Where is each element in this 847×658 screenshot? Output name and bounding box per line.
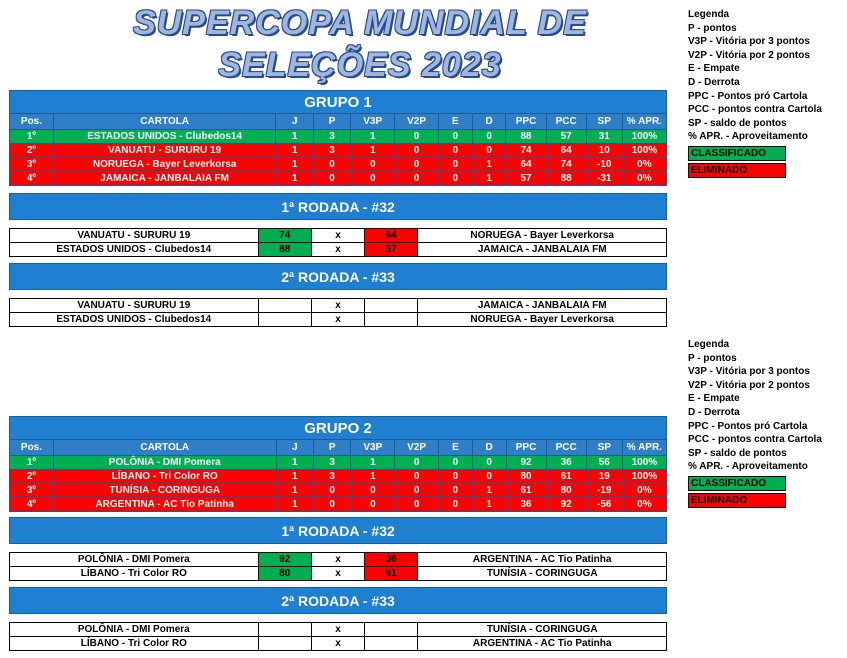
- cell-v2p: 0: [395, 172, 439, 186]
- cell-pcc: 88: [546, 172, 586, 186]
- cell-j: 1: [276, 456, 313, 470]
- versus-separator: x: [311, 623, 364, 637]
- cell-d: 1: [472, 158, 506, 172]
- cell-apr: 0%: [622, 498, 666, 512]
- cell-e: 0: [439, 484, 473, 498]
- group1-banner: GRUPO 1: [9, 90, 667, 114]
- cell-cartola: ARGENTINA - AC Tio Patinha: [53, 498, 276, 512]
- cell-pos: 1º: [10, 130, 54, 144]
- home-team: ESTADOS UNIDOS - Clubedos14: [10, 313, 259, 327]
- legend-line: V3P - Vitória por 3 pontos: [688, 366, 810, 378]
- match-row: [10, 299, 667, 313]
- cell-pcc: 92: [546, 498, 586, 512]
- cell-e: 0: [439, 498, 473, 512]
- table-row: [10, 456, 667, 470]
- cell-d: 0: [472, 144, 506, 158]
- legend-line: D - Derrota: [688, 76, 740, 88]
- col-ppc: PPC: [506, 114, 546, 130]
- cell-j: 1: [276, 470, 313, 484]
- away-score: 61: [365, 567, 418, 581]
- cell-ppc: 36: [506, 498, 546, 512]
- cell-apr: 100%: [622, 144, 666, 158]
- cell-apr: 0%: [622, 484, 666, 498]
- versus-separator: x: [311, 229, 364, 243]
- away-score: [365, 313, 418, 327]
- col-pcc: PCC: [546, 440, 586, 456]
- cell-v2p: 0: [395, 498, 439, 512]
- col-p: P: [313, 440, 351, 456]
- legend-line: SP - saldo de pontos: [688, 117, 787, 129]
- col-pos: Pos.: [10, 440, 54, 456]
- col-j: J: [276, 114, 313, 130]
- cell-ppc: 57: [506, 172, 546, 186]
- cell-p: 0: [313, 484, 351, 498]
- home-team: LÍBANO - Tri Color RO: [10, 637, 259, 651]
- cell-v2p: 0: [395, 144, 439, 158]
- cell-sp: -31: [586, 172, 622, 186]
- legend-swatch-eliminado: ELIMINADO: [688, 163, 786, 178]
- col-apr: % APR.: [622, 440, 666, 456]
- legend-line: PPC - Pontos pró Cartola: [688, 420, 808, 432]
- cell-v3p: 0: [351, 158, 395, 172]
- group1-round1-banner: 1ª RODADA - #32: [9, 193, 667, 220]
- cell-cartola: ESTADOS UNIDOS - Clubedos14: [53, 130, 275, 144]
- legend-line: SP - saldo de pontos: [688, 447, 787, 459]
- away-team: TUNÍSIA - CORINGUGA: [418, 567, 667, 581]
- versus-separator: x: [311, 313, 364, 327]
- cell-p: 0: [313, 158, 351, 172]
- cell-v3p: 0: [351, 484, 395, 498]
- cell-v3p: 0: [351, 172, 395, 186]
- cell-pcc: 64: [546, 144, 586, 158]
- cell-d: 0: [472, 130, 506, 144]
- cell-v3p: 1: [351, 130, 395, 144]
- cell-v3p: 1: [351, 456, 395, 470]
- cell-cartola: TUNÍSIA - CORINGUGA: [53, 484, 276, 498]
- cell-ppc: 61: [506, 484, 546, 498]
- table-row: [10, 172, 667, 186]
- match-row: [10, 229, 667, 243]
- versus-separator: x: [311, 637, 364, 651]
- legend-line: E - Empate: [688, 63, 740, 75]
- group2-round2-matches: [9, 622, 667, 651]
- away-team: ARGENTINA - AC Tio Patinha: [418, 553, 667, 567]
- cell-e: 0: [439, 172, 473, 186]
- cell-j: 1: [276, 484, 313, 498]
- cell-v3p: 1: [351, 470, 395, 484]
- legend-heading: Legenda: [688, 9, 730, 20]
- cell-pos: 2º: [10, 144, 54, 158]
- group2-round2-banner: 2ª RODADA - #33: [9, 587, 667, 614]
- cell-j: 1: [276, 158, 313, 172]
- cell-pcc: 74: [546, 158, 586, 172]
- cell-j: 1: [276, 172, 313, 186]
- table-row: [10, 470, 667, 484]
- cell-apr: 100%: [622, 456, 666, 470]
- away-team: TUNÍSIA - CORINGUGA: [418, 623, 667, 637]
- cell-v3p: 0: [351, 498, 395, 512]
- cell-pos: 4º: [10, 498, 54, 512]
- cell-cartola: NORUEGA - Bayer Leverkorsa: [53, 158, 275, 172]
- legend-line: P - pontos: [688, 352, 737, 364]
- home-team: VANUATU - SURURU 19: [10, 299, 259, 313]
- legend-line: D - Derrota: [688, 406, 740, 418]
- col-j: J: [276, 440, 313, 456]
- legend-bottom: [688, 338, 847, 508]
- group2-standings-table: [9, 439, 667, 512]
- home-team: LÍBANO - Tri Color RO: [10, 567, 259, 581]
- cell-e: 0: [439, 158, 473, 172]
- cell-apr: 100%: [622, 130, 666, 144]
- table-row: [10, 130, 667, 144]
- cell-sp: 56: [586, 456, 622, 470]
- legend-line: P - pontos: [688, 22, 737, 34]
- cell-p: 3: [313, 130, 351, 144]
- away-team: JAMAICA - JANBALAIA FM: [418, 299, 667, 313]
- cell-pcc: 36: [546, 456, 586, 470]
- away-score: [365, 299, 418, 313]
- cell-cartola: POLÔNIA - DMI Pomera: [53, 456, 276, 470]
- cell-sp: -19: [586, 484, 622, 498]
- versus-separator: x: [311, 243, 364, 257]
- table-row: [10, 498, 667, 512]
- cell-pos: 4º: [10, 172, 54, 186]
- cell-v2p: 0: [395, 456, 439, 470]
- away-score: 36: [365, 553, 418, 567]
- legend-swatch-classificado: CLASSIFICADO: [688, 476, 786, 491]
- col-v3p: V3P: [351, 440, 395, 456]
- home-team: ESTADOS UNIDOS - Clubedos14: [10, 243, 259, 257]
- legend-line: E - Empate: [688, 393, 740, 405]
- legend-line: PCC - pontos contra Cartola: [688, 434, 822, 446]
- home-score: 88: [258, 243, 311, 257]
- home-score: 74: [258, 229, 311, 243]
- group2-banner: GRUPO 2: [9, 416, 667, 440]
- away-score: 64: [365, 229, 418, 243]
- cell-pos: 2º: [10, 470, 54, 484]
- away-team: JAMAICA - JANBALAIA FM: [418, 243, 667, 257]
- legend-heading: Legenda: [688, 339, 730, 350]
- cell-ppc: 64: [506, 158, 546, 172]
- cell-sp: -56: [586, 498, 622, 512]
- col-apr: % APR.: [622, 114, 666, 130]
- home-team: POLÔNIA - DMI Pomera: [10, 553, 259, 567]
- table-row: [10, 484, 667, 498]
- legend-top: [688, 8, 847, 178]
- versus-separator: x: [311, 553, 364, 567]
- legend-swatch-classificado: CLASSIFICADO: [688, 146, 786, 161]
- table-row: [10, 158, 667, 172]
- group1-round2-matches: [9, 298, 667, 327]
- cell-apr: 0%: [622, 158, 666, 172]
- cell-d: 1: [472, 484, 506, 498]
- match-row: [10, 553, 667, 567]
- col-cartola: CARTOLA: [53, 440, 276, 456]
- home-team: POLÔNIA - DMI Pomera: [10, 623, 259, 637]
- cell-sp: -10: [586, 158, 622, 172]
- table-row: [10, 144, 667, 158]
- cell-apr: 0%: [622, 172, 666, 186]
- cell-ppc: 74: [506, 144, 546, 158]
- legend-line: PPC - Pontos pró Cartola: [688, 90, 808, 102]
- cell-ppc: 92: [506, 456, 546, 470]
- legend-line: PCC - pontos contra Cartola: [688, 104, 822, 116]
- away-score: [365, 637, 418, 651]
- cell-e: 0: [439, 130, 473, 144]
- cell-sp: 10: [586, 144, 622, 158]
- cell-pcc: 57: [546, 130, 586, 144]
- legend-line: % APR. - Aproveitamento: [688, 461, 808, 473]
- match-row: [10, 313, 667, 327]
- col-v2p: V2P: [395, 440, 439, 456]
- cell-v3p: 1: [351, 144, 395, 158]
- cell-j: 1: [276, 144, 313, 158]
- cell-apr: 100%: [622, 470, 666, 484]
- cell-pos: 3º: [10, 484, 54, 498]
- away-score: 57: [365, 243, 418, 257]
- col-ppc: PPC: [506, 440, 546, 456]
- legend-line: V2P - Vitória por 2 pontos: [688, 379, 810, 391]
- cell-d: 1: [472, 498, 506, 512]
- cell-d: 0: [472, 470, 506, 484]
- cell-cartola: JAMAICA - JANBALAIA FM: [53, 172, 275, 186]
- col-sp: SP: [586, 440, 622, 456]
- cell-ppc: 88: [506, 130, 546, 144]
- col-e: E: [439, 114, 473, 130]
- match-row: [10, 243, 667, 257]
- group1-round1-matches: [9, 228, 667, 257]
- cell-p: 3: [313, 144, 351, 158]
- home-score: [258, 313, 311, 327]
- cell-v2p: 0: [395, 484, 439, 498]
- legend-line: V3P - Vitória por 3 pontos: [688, 36, 810, 48]
- group1-standings-table: [9, 113, 667, 186]
- page-title: SUPERCOPA MUNDIAL DE SELEÇÕES 2023: [133, 4, 587, 84]
- versus-separator: x: [311, 567, 364, 581]
- legend-line: % APR. - Aproveitamento: [688, 131, 808, 143]
- match-row: [10, 567, 667, 581]
- cell-pos: 1º: [10, 456, 54, 470]
- away-team: ARGENTINA - AC Tio Patinha: [418, 637, 667, 651]
- away-team: NORUEGA - Bayer Leverkorsa: [418, 313, 667, 327]
- cell-v2p: 0: [395, 470, 439, 484]
- match-row: [10, 637, 667, 651]
- table-header-row: [10, 114, 667, 130]
- cell-e: 0: [439, 144, 473, 158]
- cell-sp: 19: [586, 470, 622, 484]
- cell-p: 3: [313, 456, 351, 470]
- cell-p: 3: [313, 470, 351, 484]
- col-cartola: CARTOLA: [53, 114, 275, 130]
- cell-e: 0: [439, 456, 473, 470]
- cell-p: 0: [313, 172, 351, 186]
- col-v3p: V3P: [351, 114, 395, 130]
- cell-pos: 3º: [10, 158, 54, 172]
- home-score: 92: [258, 553, 311, 567]
- col-d: D: [472, 114, 506, 130]
- col-d: D: [472, 440, 506, 456]
- cell-pcc: 80: [546, 484, 586, 498]
- away-team: NORUEGA - Bayer Leverkorsa: [418, 229, 667, 243]
- legend-line: V2P - Vitória por 2 pontos: [688, 49, 810, 61]
- home-score: [258, 623, 311, 637]
- group2-round1-banner: 1ª RODADA - #32: [9, 517, 667, 544]
- cell-pcc: 61: [546, 470, 586, 484]
- home-score: [258, 299, 311, 313]
- legend-swatch-eliminado: ELIMINADO: [688, 493, 786, 508]
- col-pos: Pos.: [10, 114, 54, 130]
- cell-cartola: VANUATU - SURURU 19: [53, 144, 275, 158]
- col-v2p: V2P: [395, 114, 439, 130]
- cell-e: 0: [439, 470, 473, 484]
- cell-j: 1: [276, 130, 313, 144]
- cell-v2p: 0: [395, 158, 439, 172]
- group1-round2-banner: 2ª RODADA - #33: [9, 263, 667, 290]
- cell-d: 1: [472, 172, 506, 186]
- home-team: VANUATU - SURURU 19: [10, 229, 259, 243]
- col-p: P: [313, 114, 351, 130]
- col-e: E: [439, 440, 473, 456]
- versus-separator: x: [311, 299, 364, 313]
- cell-j: 1: [276, 498, 313, 512]
- table-header-row: [10, 440, 667, 456]
- cell-sp: 31: [586, 130, 622, 144]
- cell-cartola: LÍBANO - Tri Color RO: [53, 470, 276, 484]
- home-score: 80: [258, 567, 311, 581]
- cell-d: 0: [472, 456, 506, 470]
- col-pcc: PCC: [546, 114, 586, 130]
- home-score: [258, 637, 311, 651]
- cell-ppc: 80: [506, 470, 546, 484]
- match-row: [10, 623, 667, 637]
- cell-p: 0: [313, 498, 351, 512]
- group2-round1-matches: [9, 552, 667, 581]
- away-score: [365, 623, 418, 637]
- col-sp: SP: [586, 114, 622, 130]
- cell-v2p: 0: [395, 130, 439, 144]
